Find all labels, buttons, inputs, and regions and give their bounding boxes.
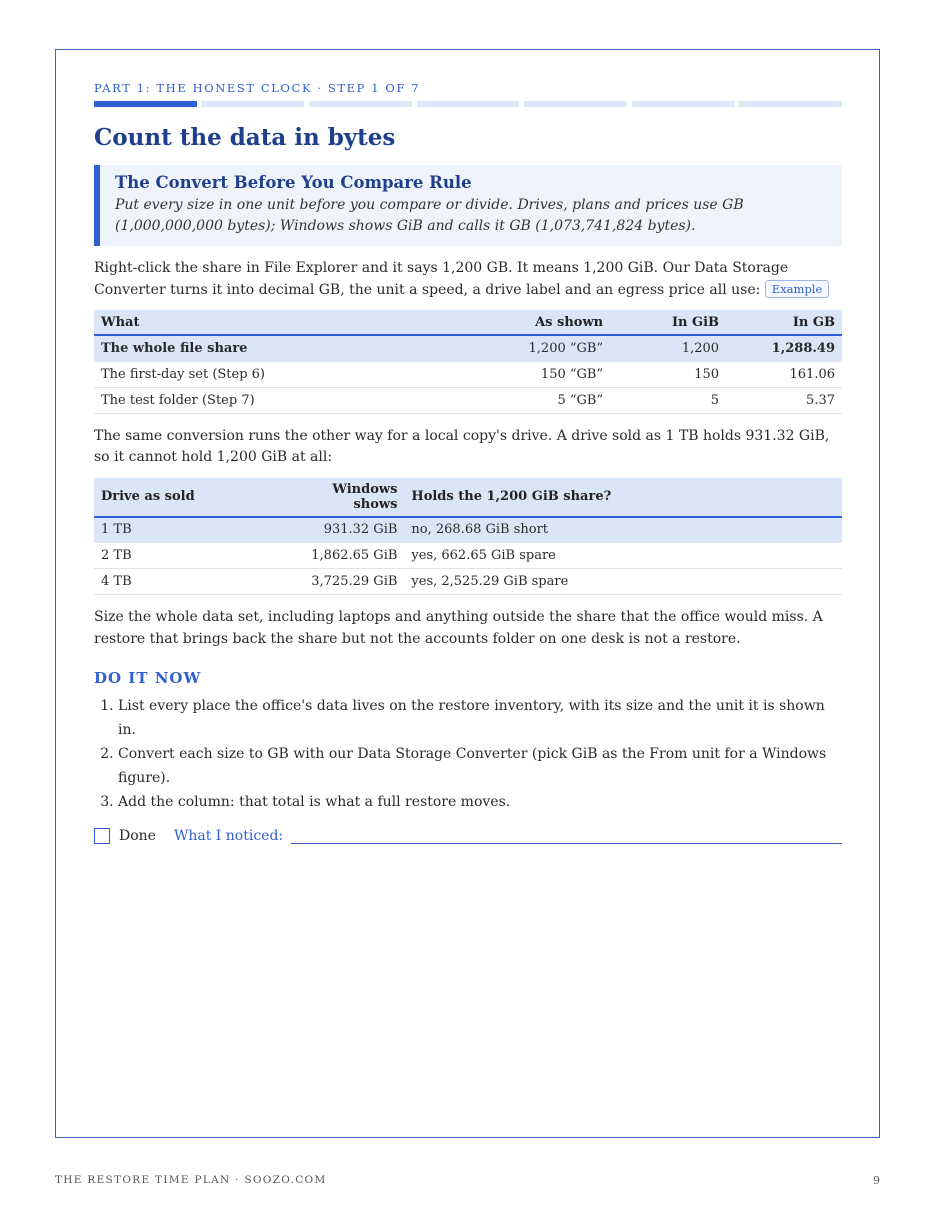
col-as-shown: As shown [483, 310, 610, 335]
page-content [94, 80, 842, 846]
progress-segment [524, 101, 627, 107]
intro-text: Right-click the share in File Explorer and it says 1,200 GB. It means 1,200 GiB. Our Data Storage Converter turns it into decimal GB, the unit a speed, a drive label and an egress price all use: [94, 260, 789, 298]
rule-callout [94, 165, 842, 246]
size-table-header [94, 310, 842, 335]
drive-paragraph: The same conversion runs the other way for a local copy's drive. A drive sold as 1 TB holds 931.32 GiB, so it cannot hold 1,200 GiB at all: [94, 427, 830, 465]
done-row [94, 826, 842, 846]
do-it-now-steps [94, 694, 842, 814]
size-cell-gb: 1,288.49 [726, 335, 842, 361]
footer-title: THE RESTORE TIME PLAN · SOOZO.COM [55, 1174, 327, 1186]
size-cell-gib: 5 [610, 387, 726, 413]
progress-segment [309, 101, 412, 107]
drive-cell-shows: 3,725.29 GiB [288, 569, 404, 595]
size-cell-gb: 5.37 [726, 387, 842, 413]
page-frame [55, 49, 880, 1138]
drive-cell-shows: 1,862.65 GiB [288, 543, 404, 569]
drive-table-row [94, 543, 842, 569]
done-checkbox[interactable] [94, 828, 110, 844]
drive-table-row [94, 517, 842, 543]
size-cell-shown: 150 “GB” [483, 361, 610, 387]
col-what: What [94, 310, 483, 335]
drive-cell-holds: yes, 662.65 GiB spare [404, 543, 842, 569]
drive-cell-drive: 2 TB [94, 543, 288, 569]
size-paragraph: Size the whole data set, including laptops and anything outside the share that the office would miss. A restore that brings back the share but not the accounts folder on one desk is not a restore. [94, 609, 823, 647]
size-cell-what: The test folder (Step 7) [94, 387, 483, 413]
size-cell-what: The first-day set (Step 6) [94, 361, 483, 387]
drive-cell-drive: 1 TB [94, 517, 288, 543]
noticed-input-line[interactable] [291, 828, 842, 844]
step-progress-bar [94, 101, 842, 107]
rule-body: Put every size in one unit before you compare or divide. Drives, plans and prices use GB (1,000,000,000 bytes); Windows shows GiB and calls it GB (1,073,741,824 bytes). [115, 197, 744, 234]
example-chip-button[interactable]: Example [765, 280, 830, 298]
col-holds-share: Holds the 1,200 GiB share? [404, 478, 842, 517]
step-eyebrow: PART 1: THE HONEST CLOCK · STEP 1 OF 7 [94, 81, 421, 95]
rule-title: The Convert Before You Compare Rule [115, 173, 472, 192]
progress-segment [739, 101, 842, 107]
size-cell-gib: 150 [610, 361, 726, 387]
drive-cell-drive: 4 TB [94, 569, 288, 595]
size-cell-gb: 161.06 [726, 361, 842, 387]
size-cell-shown: 1,200 “GB” [483, 335, 610, 361]
progress-segment [94, 101, 197, 107]
do-it-now-step: 3. Add the column: that total is what a full restore moves. [118, 790, 842, 814]
size-cell-gib: 1,200 [610, 335, 726, 361]
noticed-label: What I noticed: [173, 828, 284, 844]
size-table [94, 310, 842, 414]
progress-segment [632, 101, 735, 107]
drive-table-row [94, 569, 842, 595]
size-cell-what: The whole file share [94, 335, 483, 361]
drive-cell-shows: 931.32 GiB [288, 517, 404, 543]
done-label: Done [119, 828, 156, 844]
drive-cell-holds: yes, 2,525.29 GiB spare [404, 569, 842, 595]
do-it-now-step: 1. List every place the office's data lives on the restore inventory, with its size and the unit it is shown in. [118, 694, 842, 742]
drive-table [94, 478, 842, 596]
do-it-now-step: 2. Convert each size to GB with our Data Storage Converter (pick GiB as the From unit for a Windows figure). [118, 742, 842, 790]
do-it-now-heading: DO IT NOW [94, 669, 202, 687]
col-in-gib: In GiB [610, 310, 726, 335]
col-drive-as-sold: Drive as sold [94, 478, 288, 517]
col-windows-shows: Windows shows [288, 478, 404, 517]
size-table-row [94, 335, 842, 361]
page-number: 9 [873, 1174, 880, 1187]
size-cell-shown: 5 “GB” [483, 387, 610, 413]
size-table-row [94, 387, 842, 413]
progress-segment [202, 101, 305, 107]
page-title: Count the data in bytes [94, 124, 396, 151]
drive-cell-holds: no, 268.68 GiB short [404, 517, 842, 543]
size-table-row [94, 361, 842, 387]
drive-table-header [94, 478, 842, 517]
col-in-gb: In GB [726, 310, 842, 335]
progress-segment [417, 101, 520, 107]
intro-paragraph [94, 258, 842, 301]
